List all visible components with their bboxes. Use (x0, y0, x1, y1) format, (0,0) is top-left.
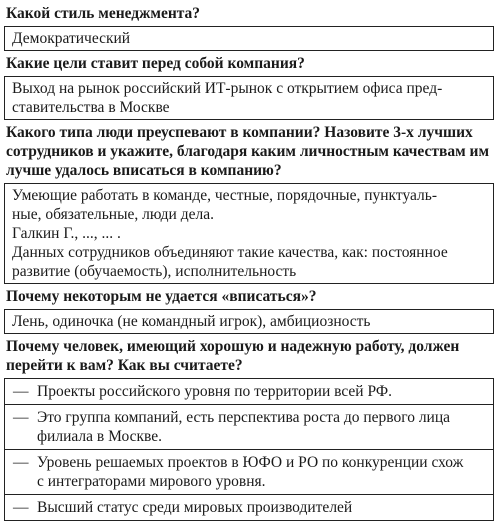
answer-line: Галкин Г., ..., ... . (12, 225, 121, 242)
answer-line: Демократический (12, 30, 131, 47)
answer-company-goals (4, 76, 494, 120)
question-management-style: Какой стиль менеджмента? (6, 5, 201, 22)
dash-bullet: — (13, 409, 29, 426)
list-item (5, 405, 493, 450)
dash-bullet: — (13, 454, 29, 471)
answer-line: развитие (обучаемость), исполнительность (12, 263, 297, 280)
answer-list-why-join (4, 378, 494, 521)
list-item-line: Это группа компаний, есть перспектива роста до первого лица (37, 409, 451, 426)
list-item-line: Уровень решаемых проектов в ЮФО и РО по конкуренции схож (37, 454, 464, 471)
questionnaire-page (4, 0, 494, 521)
list-item-line: с интеграторами мирового уровня. (37, 473, 266, 490)
answer-management-style (4, 26, 494, 51)
answer-line: Умеющие работать в команде, честные, порядочные, пунктуаль- (12, 187, 437, 204)
list-item-line: Высший статус среди мировых производителей (37, 499, 353, 516)
answer-successful-people (4, 183, 494, 284)
answer-fit-in (4, 309, 494, 334)
list-item (5, 379, 493, 405)
answer-line: Данных сотрудников объединяют такие качества, как: постоянное (12, 244, 448, 261)
answer-line: Выход на рынок российский ИТ-рынок с открытием офиса пред- (12, 80, 443, 97)
question-line: сотрудников и укажите, благодаря каким личностным качествам им (6, 143, 490, 160)
list-item (5, 450, 493, 495)
question-fit-in: Почему некоторым не удается «вписаться»? (6, 288, 317, 305)
question-why-join (4, 337, 494, 375)
question-line: Почему человек, имеющий хорошую и надежную работу, должен (6, 338, 460, 355)
list-item-line: филиала в Москве. (37, 428, 162, 445)
question-company-goals: Какие цели ставит перед собой компания? (6, 55, 305, 72)
dash-bullet: — (13, 499, 29, 516)
dash-bullet: — (13, 383, 29, 400)
question-line: Какого типа люди преуспевают в компании? Назовите 3-х лучших (6, 124, 473, 141)
question-successful-people (4, 123, 494, 180)
answer-line: Лень, одиночка (не командный игрок), амбициозность (12, 313, 371, 330)
answer-line: ставительства в Москве (12, 99, 170, 116)
list-item (5, 495, 493, 520)
list-item-line: Проекты российского уровня по территории всей РФ. (37, 383, 392, 400)
question-line: лучше удалось вписаться в компанию? (6, 162, 282, 179)
answer-line: ные, обязательные, люди дела. (12, 206, 214, 223)
question-line: перейти к вам? Как вы считаете? (6, 357, 243, 374)
